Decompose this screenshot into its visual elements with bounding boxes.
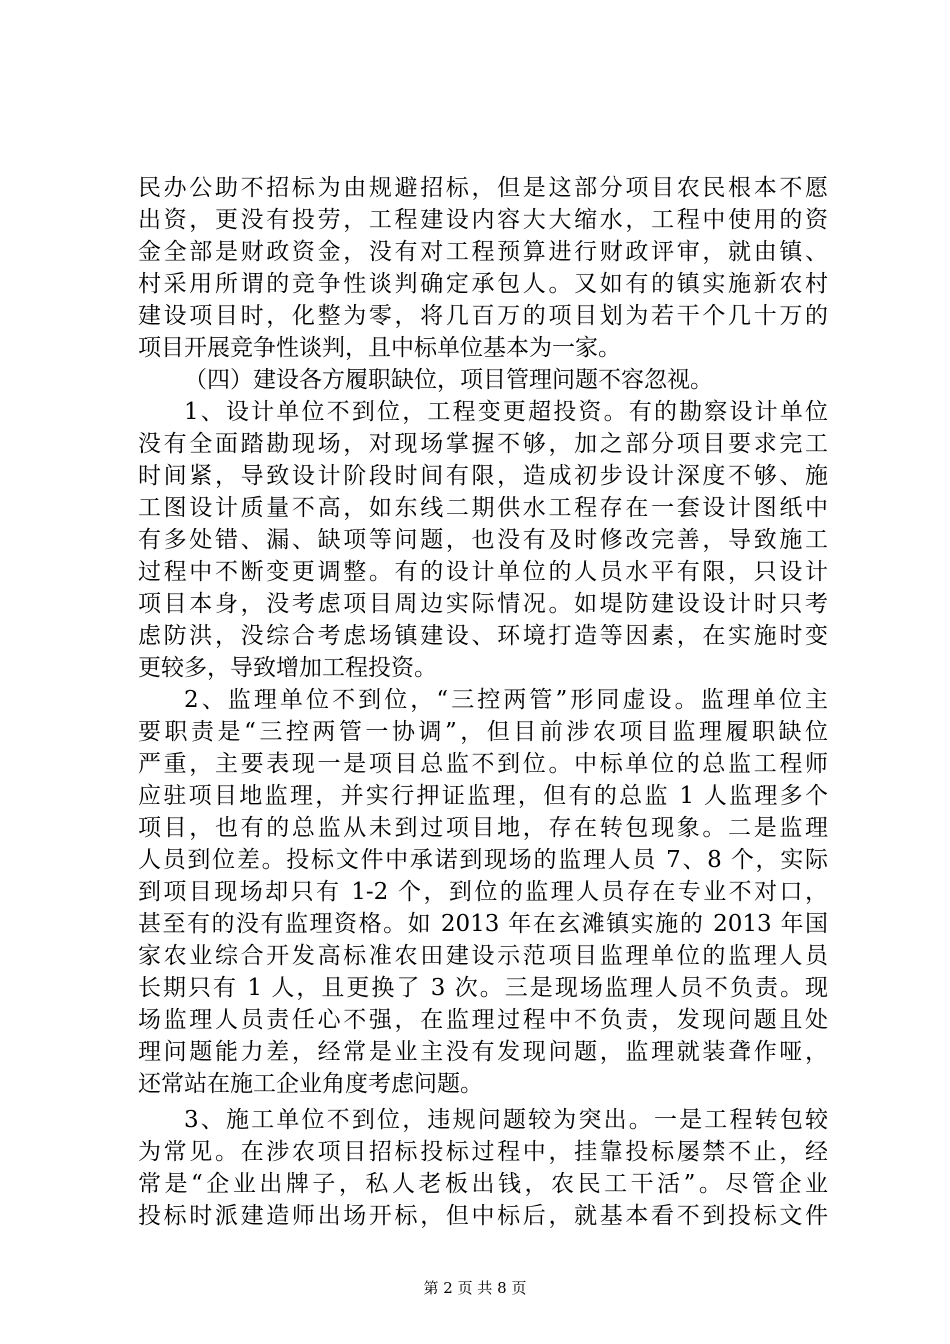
body-line: 要职责是“三控两管一协调”，但目前涉农项目监理履职缺位: [138, 719, 828, 745]
page-number-footer: 第 2 页 共 8 页: [423, 1279, 527, 1297]
body-line: 金全部是财政资金，没有对工程预算进行财政评审，就由镇、: [138, 239, 828, 265]
body-line: 家农业综合开发高标准农田建设示范项目监理单位的监理人员: [138, 943, 828, 969]
body-line: 没有全面踏勘现场，对现场掌握不够，加之部分项目要求完工: [138, 431, 828, 457]
body-line: 甚至有的没有监理资格。如 2013 年在玄滩镇实施的 2013 年国: [138, 911, 828, 937]
body-line: 投标时派建造师出场开标，但中标后，就基本看不到投标文件: [138, 1203, 828, 1229]
paragraph-first-line: 3、施工单位不到位，违规问题较为突出。一是工程转包较: [184, 1107, 828, 1133]
paragraph-first-line: 1、设计单位不到位，工程变更超投资。有的勘察设计单位: [184, 399, 828, 425]
body-line: 项目，也有的总监从未到过项目地，存在转包现象。二是监理: [138, 815, 828, 841]
body-line: 民办公助不招标为由规避招标，但是这部分项目农民根本不愿: [138, 175, 828, 201]
body-line: 过程中不断变更调整。有的设计单位的人员水平有限，只设计: [138, 559, 828, 585]
body-line: 常是“企业出牌子，私人老板出钱，农民工干活”。尽管企业: [138, 1171, 828, 1197]
body-line: 应驻项目地监理，并实行押证监理，但有的总监 1 人监理多个: [138, 783, 828, 809]
body-line: 严重，主要表现一是项目总监不到位。中标单位的总监工程师: [138, 751, 828, 777]
body-line: 理问题能力差，经常是业主没有发现问题，监理就装聋作哑，: [138, 1039, 828, 1065]
body-line: 出资，更没有投劳，工程建设内容大大缩水，工程中使用的资: [138, 207, 828, 233]
body-line: 时间紧，导致设计阶段时间有限，造成初步设计深度不够、施: [138, 463, 828, 489]
body-line: 建设项目时，化整为零，将几百万的项目划为若干个几十万的: [138, 303, 828, 329]
body-line: 项目本身，没考虑项目周边实际情况。如堤防建设设计时只考: [138, 591, 828, 617]
body-line: 为常见。在涉农项目招标投标过程中，挂靠投标屡禁不止，经: [138, 1139, 828, 1165]
body-line: 人员到位差。投标文件中承诺到现场的监理人员 7、8 个，实际: [138, 847, 828, 873]
body-line: 有多处错、漏、缺项等问题，也没有及时修改完善，导致施工: [138, 527, 828, 553]
body-line: 到项目现场却只有 1-2 个，到位的监理人员存在专业不对口，: [138, 879, 828, 905]
body-line: 长期只有 1 人，且更换了 3 次。三是现场监理人员不负责。现: [138, 975, 828, 1001]
body-line: 更较多，导致增加工程投资。: [138, 655, 437, 681]
body-line: 工图设计质量不高，如东线二期供水工程存在一套设计图纸中: [138, 495, 828, 521]
body-line: 项目开展竞争性谈判，且中标单位基本为一家。: [138, 335, 621, 361]
body-line: 村采用所谓的竞争性谈判确定承包人。又如有的镇实施新农村: [138, 271, 828, 297]
body-line: 虑防洪，没综合考虑场镇建设、环境打造等因素，在实施时变: [138, 623, 828, 649]
body-line: 场监理人员责任心不强，在监理过程中不负责，发现问题且处: [138, 1007, 828, 1033]
paragraph-first-line: 2、监理单位不到位，“三控两管”形同虚设。监理单位主: [184, 687, 828, 713]
section-heading: （四）建设各方履职缺位，项目管理问题不容忽视。: [184, 367, 713, 393]
body-line: 还常站在施工企业角度考虑问题。: [138, 1071, 483, 1097]
